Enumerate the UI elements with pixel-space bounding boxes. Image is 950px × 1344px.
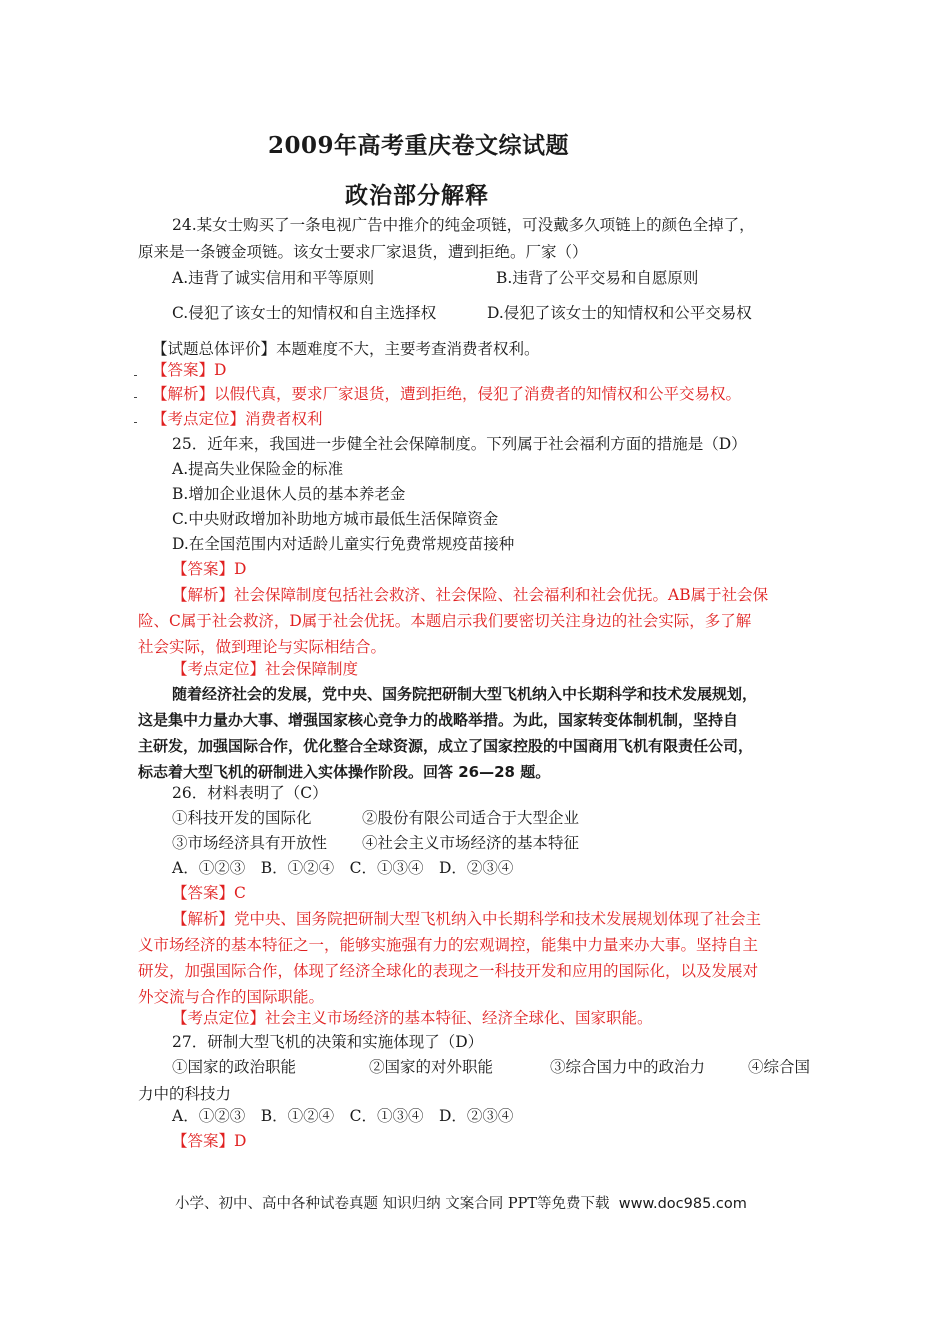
q26-analysis-line2: 义市场经济的基本特征之一，能够实施强有力的宏观调控，能集中力量来办大事。坚持自主 [138,936,759,954]
q25-option-b: B.增加企业退休人员的基本养老金 [172,485,406,503]
material-line1: 随着经济社会的发展，党中央、国务院把研制大型飞机纳入中长期科学和技术发展规划， [172,685,758,703]
q26-answer: 【答案】C [172,884,246,902]
q25-option-c: C.中央财政增加补助地方城市最低生活保障资金 [172,510,499,528]
q24-evaluation: 【试题总体评价】本题难度不大，主要考查消费者权利。 [152,340,540,358]
q24-stem-line1: 24.某女士购买了一条电视广告中推介的纯金项链，可没戴多久项链上的颜色全掉了， [172,216,755,234]
q27-item-4b: 力中的科技力 [138,1085,232,1103]
q26-stem: 26．材料表明了（C） [172,784,328,802]
q25-analysis-line1: 【解析】社会保障制度包括社会救济、社会保险、社会福利和社会优抚。AB属于社会保 [172,586,769,604]
q26-item-1: ①科技开发的国际化 [172,809,312,827]
q27-item-3: ③综合国力中的政治力 [550,1058,706,1076]
q27-options: A．①②③ B．①②④ C．①③④ D．②③④ [172,1107,514,1125]
q24-answer: 【答案】D [152,361,227,379]
q25-option-a: A.提高失业保险金的标准 [172,460,344,478]
q25-analysis-line3: 社会实际，做到理论与实际相结合。 [138,638,387,656]
material-line4: 标志着大型飞机的研制进入实体操作阶段。回答 26—28 题。 [138,763,551,781]
material-line2: 这是集中力量办大事、增强国家核心竞争力的战略举措。为此，国家转变体制机制，坚持自 [138,711,739,729]
footer-text: 小学、初中、高中各种试卷真题 知识归纳 文案合同 PPT等免费下载 [175,1196,610,1212]
q26-analysis-line4: 外交流与合作的国际职能。 [138,988,325,1006]
q24-analysis: 【解析】以假代真，要求厂家退货，遭到拒绝，侵犯了消费者的知情权和公平交易权。 [152,385,742,403]
q26-item-3: ③市场经济具有开放性 [172,834,328,852]
q26-item-4: ④社会主义市场经济的基本特征 [362,834,580,852]
q26-options: A．①②③ B．①②④ C．①③④ D．②③④ [172,859,514,877]
paragraph-mark [134,375,137,377]
q26-analysis-line3: 研发，加强国际合作，体现了经济全球化的表现之一科技开发和应用的国际化，以及发展对 [138,962,759,980]
q24-point: 【考点定位】消费者权利 [152,410,323,428]
q24-option-d: D.侵犯了该女士的知情权和公平交易权 [487,304,752,322]
q26-analysis-line1: 【解析】党中央、国务院把研制大型飞机纳入中长期科学和技术发展规划体现了社会主 [172,910,762,928]
q27-item-1: ①国家的政治职能 [172,1058,297,1076]
q25-answer: 【答案】D [172,560,247,578]
q27-item-2: ②国家的对外职能 [369,1058,494,1076]
q25-stem: 25．近年来，我国进一步健全社会保障制度。下列属于社会福利方面的措施是（D） [172,435,747,453]
q24-option-c: C.侵犯了该女士的知情权和自主选择权 [172,304,437,322]
q25-option-d: D.在全国范围内对适龄儿童实行免费常规疫苗接种 [172,535,515,553]
footer [175,1192,747,1213]
q25-analysis-line2: 险、C属于社会救济，D属于社会优抚。本题启示我们要密切关注身边的社会实际，多了解 [138,612,752,630]
q25-point: 【考点定位】社会保障制度 [172,660,359,678]
q27-answer: 【答案】D [172,1132,247,1150]
q26-item-2: ②股份有限公司适合于大型企业 [362,809,580,827]
q24-stem-line2: 原来是一条镀金项链。该女士要求厂家退货，遭到拒绝。厂家（） [138,243,588,261]
material-line3: 主研发，加强国际合作，优化整合全球资源，成立了国家控股的中国商用飞机有限责任公司， [138,737,754,755]
paragraph-mark [134,422,137,424]
q24-option-a: A.违背了诚实信用和平等原则 [172,269,375,287]
page-title: 2009年高考重庆卷文综试题 [268,132,570,159]
q24-option-b: B.违背了公平交易和自愿原则 [496,269,699,287]
q27-stem: 27．研制大型飞机的决策和实施体现了（D） [172,1033,484,1051]
q27-item-4a: ④综合国 [748,1058,811,1076]
q26-point: 【考点定位】社会主义市场经济的基本特征、经济全球化、国家职能。 [172,1009,653,1027]
paragraph-mark [134,397,137,399]
footer-url-link[interactable]: www.doc985.com [618,1196,747,1212]
page-subtitle: 政治部分解释 [345,182,489,209]
